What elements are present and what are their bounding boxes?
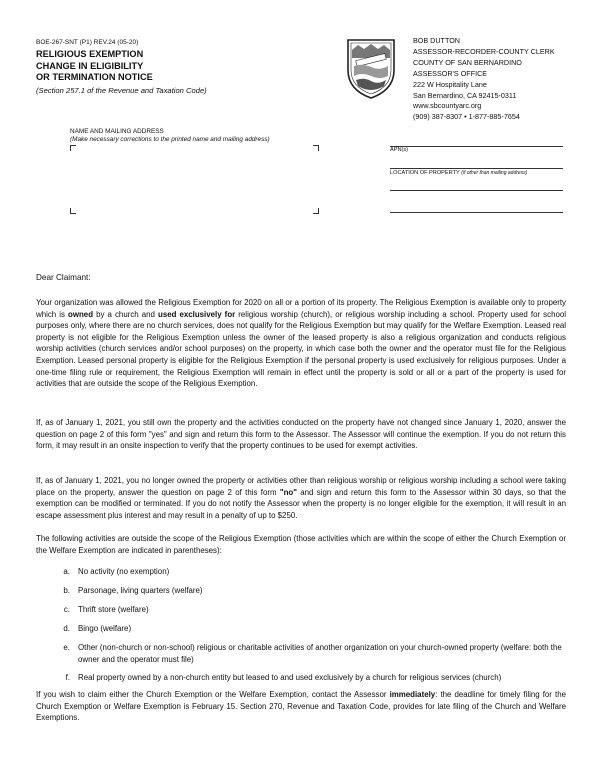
agency-line: www.sbcountyarc.org bbox=[413, 101, 482, 111]
address-corner-br bbox=[313, 208, 319, 214]
list-item-text: Other (non-church or non-school) religious or charitable activities of another organization on your church-owned property (welfare: both the owner and the operator must file) bbox=[78, 643, 562, 664]
p1-emphasis-used: used exclusively for bbox=[158, 309, 236, 319]
agency-line: ASSESSOR-RECORDER-COUNTY CLERK bbox=[413, 46, 555, 56]
list-item-letter: b. bbox=[63, 586, 70, 595]
list-item-text: Thrift store (welfare) bbox=[78, 605, 149, 614]
location-note: (if other than mailing address) bbox=[461, 170, 528, 176]
form-title bbox=[36, 49, 256, 84]
agency-line: (909) 387-8307 • 1-877-885-7654 bbox=[413, 112, 520, 122]
form-id: BOE-267-SNT (P1) REV.24 (05-20) bbox=[36, 39, 139, 46]
agency-line: 222 W Hospitality Lane bbox=[413, 79, 487, 89]
title-line: OR TERMINATION NOTICE bbox=[36, 72, 153, 82]
address-label-text: NAME AND MAILING ADDRESS bbox=[70, 128, 164, 135]
list-item-letter: d. bbox=[63, 624, 70, 633]
location-label-text: LOCATION OF PROPERTY bbox=[390, 170, 460, 176]
paragraph-no-longer-own bbox=[36, 475, 566, 521]
p2-text: If, as of January 1, 2021, you still own the property and the activities conducted on the property have not changed since January 1, 2020, answer the question on page 2 of this form "yes" and sign and return this form to the Assessor. The Assessor will continue the exemption. If you do not return this form, it may result in an onsite inspection to verify that the property continues to be used for exempt activities. bbox=[36, 418, 566, 451]
agency-line: COUNTY OF SAN BERNARDINO bbox=[413, 57, 522, 67]
apn-field-line[interactable] bbox=[390, 146, 563, 147]
greeting: Dear Claimant: bbox=[36, 273, 91, 282]
p5-text: If you wish to claim either the Church Exemption or the Welfare Exemption, contact the Assessor bbox=[36, 690, 390, 699]
paragraph-activities-intro bbox=[36, 533, 566, 556]
location-label bbox=[390, 170, 527, 176]
list-item-letter: f. bbox=[65, 673, 70, 682]
p4-text: The following activities are outside the scope of the Religious Exemption (those activities which are within the scope of either the Church Exemption or the Welfare Exemption are indicated in parentheses): bbox=[36, 534, 566, 555]
p3-emphasis-no: "no" bbox=[279, 487, 297, 497]
address-corner-tl bbox=[70, 145, 76, 151]
agency-line: ASSESSOR'S OFFICE bbox=[413, 68, 488, 78]
apn-label: APN(s) bbox=[390, 147, 409, 153]
address-sublabel: (Make necessary corrections to the printed name and mailing address) bbox=[70, 136, 270, 143]
agency-line: San Bernardino, CA 92415-0311 bbox=[413, 90, 517, 100]
county-seal-icon bbox=[344, 36, 398, 100]
p5-emphasis-immediately: immediately bbox=[389, 690, 436, 699]
title-line: CHANGE IN ELIGIBILITY bbox=[36, 60, 144, 71]
location-field-line-2[interactable] bbox=[390, 212, 563, 213]
list-item-text: Parsonage, living quarters (welfare) bbox=[78, 586, 203, 595]
section-reference: (Section 257.1 of the Revenue and Taxation Code) bbox=[36, 86, 207, 95]
list-item-text: Bingo (welfare) bbox=[78, 624, 132, 633]
p1-text: Your organization was allowed the Religious Exemption for 2020 on all or a portion of its property. The Religious Exemption is available only to property which is bbox=[36, 298, 566, 319]
p1-text: religious worship (church), or religious worship including a school. Property used for school purposes only, where there are no church services, does not qualify for the Religious Exemption but may qualify for the Welfare Exemption. Leased real property is not eligible for the Religious Exemption unless the owner of the leased property is also a religious organization and conducts religious worship activities (church services and/or school purposes) on the property, in which case both the owner and the operator must file for the Religious Exemption. Leased personal property is eligible for the Religious Exemption if the personal property is used exclusively for religious purposes. Under a one-time filing rule or requirement, the Religious Exemption will remain in effect until the property is sold or all or a part of the property is used for activities that are outside the scope of the Religious Exemption. bbox=[36, 309, 566, 389]
paragraph-exemption-rules bbox=[36, 297, 566, 390]
p3-text: and sign and return this form to the Assessor within 30 days, so that the exemption can be modified or terminated. If you do not notify the Assessor when the property is no longer eligible for the exemption, it will result in an escape assessment plus interest and may result in a penalty of up to $250. bbox=[36, 487, 566, 520]
title-line: RELIGIOUS EXEMPTION bbox=[36, 49, 144, 59]
address-corner-bl bbox=[70, 208, 76, 214]
agency-line: BOB DUTTON bbox=[413, 36, 460, 45]
paragraph-still-own bbox=[36, 417, 566, 452]
paragraph-contact-assessor bbox=[36, 689, 566, 724]
p1-emphasis-owned: owned bbox=[68, 309, 94, 319]
location-field-line[interactable] bbox=[390, 190, 563, 191]
list-item-text: Real property owned by a non-church entity but leased to and used exclusively by a church for religious services (church) bbox=[78, 673, 502, 682]
address-corner-tr bbox=[313, 145, 319, 151]
p3-text: If, as of January 1, 2021, you no longer owned the property or activities other than religious worship or religious worship including a school were taking place on the property, answer the question on page 2 of this form bbox=[36, 476, 566, 497]
list-item-letter: c. bbox=[63, 605, 70, 614]
list-item-letter: e. bbox=[63, 643, 70, 652]
list-item-text: No activity (no exemption) bbox=[78, 567, 170, 576]
p5-text: : the deadline for timely filing for the Church Exemption or Welfare Exemption is February 15. Section 270, Revenue and Taxation Code, provides for late filing of the Church and Welfare Exemptions. bbox=[36, 690, 566, 723]
address-label bbox=[70, 128, 270, 144]
list-item-letter: a. bbox=[63, 567, 70, 576]
apn-field-line-2[interactable] bbox=[390, 168, 563, 169]
p1-text: by a church and bbox=[93, 309, 158, 319]
agency-contact bbox=[413, 36, 593, 123]
